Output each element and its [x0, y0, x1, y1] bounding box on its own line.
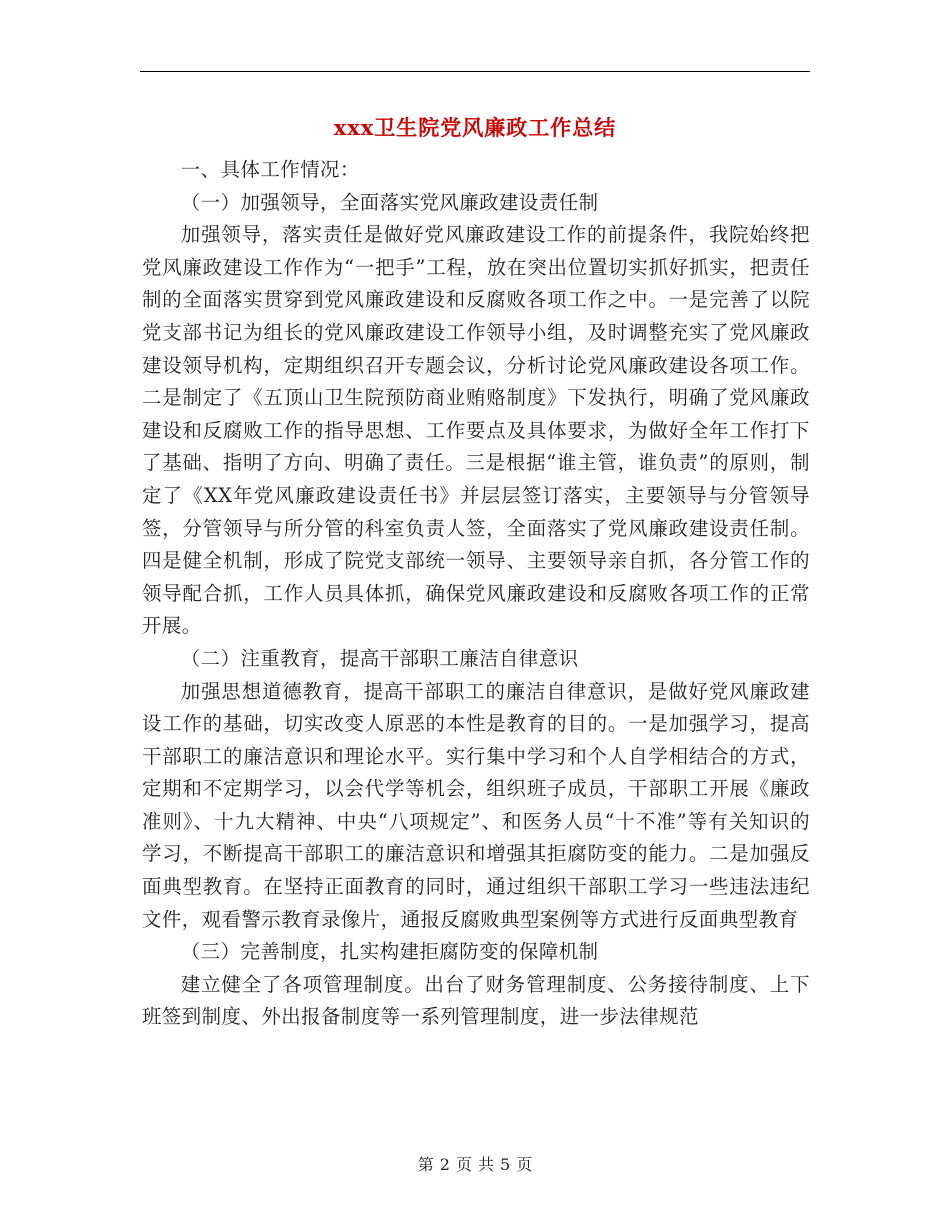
current-page-number: 2 [439, 1155, 450, 1174]
body-paragraph: 加强领导，落实责任是做好党风廉政建设工作的前提条件，我院始终把党风廉政建设工作作为“一把手”工程，放在突出位置切实抓好抓实，把责任制的全面落实贯穿到党风廉政建设和反腐败各项工作之中。一是完善了以院党支部书记为组长的党风廉政建设工作领导小组，及时调整充实了党风廉政建设领导机构，定期组织召开专题会议，分析讨论党风廉政建设各项工作。二是制定了《五顶山卫生院预防商业贿赂制度》下发执行，明确了党风廉政建设和反腐败工作的指导思想、工作要点及具体要求，为做好全年工作打下了基础、指明了方向、明确了责任。三是根据“谁主管，谁负责”的原则，制定了《XX年党风廉政建设责任书》并层层签订落实，主要领导与分管领导签，分管领导与所分管的科室负责人签，全面落实了党风廉政建设责任制。四是健全机制，形成了院党支部统一领导、主要领导亲自抓，各分管工作的领导配合抓，工作人员具体抓，确保党风廉政建设和反腐败各项工作的正常开展。 [142, 223, 810, 638]
subsection-heading: （一）加强领导，全面落实党风廉政建设责任制 [180, 190, 599, 214]
section-heading: 一、具体工作情况： [180, 158, 360, 181]
footer-page-word: 页 [455, 1155, 472, 1174]
body-paragraph: 建立健全了各项管理制度。出台了财务管理制度、公务接待制度、上下班签到制度、外出报备制度等一系列管理制度，进一步法律规范 [142, 972, 810, 1029]
subsection-heading: （三）完善制度，扎实构建拒腐防变的保障机制 [180, 940, 599, 964]
header-rule [140, 71, 810, 72]
footer-suffix: 页 [516, 1155, 533, 1174]
page-number-footer [0, 1152, 950, 1175]
subsection-heading: （二）注重教育，提高干部职工廉洁自律意识 [180, 646, 579, 670]
body-paragraph: 加强思想道德教育，提高干部职工的廉洁自律意识，是做好党风廉政建设工作的基础，切实改变人原恶的本性是教育的目的。一是加强学习，提高干部职工的廉洁意识和理论水平。实行集中学习和个人自学相结合的方式，定期和不定期学习，以会代学等机会，组织班子成员，干部职工开展《廉政准则》、十九大精神、中央“八项规定”、和医务人员“十不准”等有关知识的学习，不断提高干部职工的廉洁意识和增强其拒腐防变的能力。二是加强反面典型教育。在坚持正面教育的同时，通过组织干部职工学习一些违法违纪文件，观看警示教育录像片，通报反腐败典型案例等方式进行反面典型教育 [142, 679, 810, 931]
document-body [142, 154, 810, 1034]
footer-prefix: 第 [417, 1155, 434, 1174]
footer-total-word: 共 [478, 1155, 495, 1174]
document-title: xxx卫生院党风廉政工作总结 [333, 115, 617, 140]
total-page-count: 5 [500, 1155, 511, 1174]
